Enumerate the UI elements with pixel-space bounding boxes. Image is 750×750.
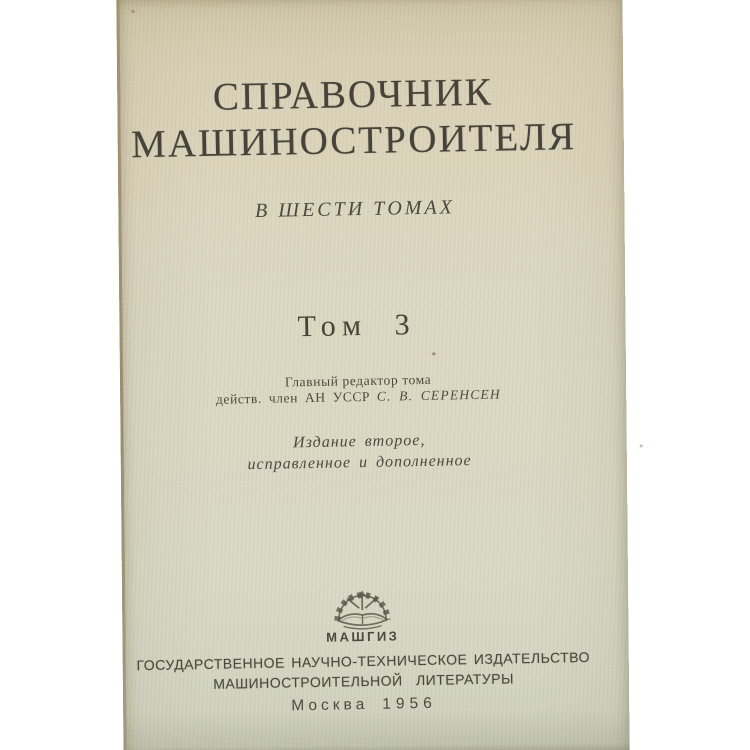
paper-speck <box>640 444 643 447</box>
imprint-city-year <box>111 691 617 718</box>
publisher-logo-text: МАШГИЗ <box>326 628 400 645</box>
paper-speck <box>131 10 135 13</box>
edition-line1: Издание второе, <box>292 431 426 452</box>
series-note: В ШЕСТИ ТОМАХ <box>254 196 456 223</box>
edition-line2: исправленное и дополненное <box>247 452 472 474</box>
imprint-line2: МАШИНОСТРОИТЕЛЬНОЙ ЛИТЕРАТУРЫ <box>213 670 515 692</box>
volume-number: Том 3 <box>297 308 417 344</box>
editor-title-prefix: действ. член АН УССР <box>215 388 371 407</box>
paper-speck <box>432 352 436 355</box>
edition-note <box>106 426 613 477</box>
editor-caption: Главный редактор тома <box>284 371 432 390</box>
editor-block <box>105 369 611 409</box>
publisher-imprint <box>110 646 617 695</box>
book-title-line1: СПРАВОЧНИК <box>212 70 494 119</box>
imprint-line1: ГОСУДАРСТВЕННОЕ НАУЧНО-ТЕХНИЧЕСКОЕ ИЗДАТЕЛЬСТВО <box>136 648 591 674</box>
imprint-city: Москва <box>291 696 369 715</box>
page-content <box>98 0 618 750</box>
book-title-line2: МАШИНОСТРОИТЕЛЯ <box>130 115 577 167</box>
editor-name: С. В. СЕРЕНСЕН <box>376 386 501 404</box>
imprint-year: 1956 <box>382 694 437 713</box>
title-page <box>116 0 629 750</box>
book-title <box>99 68 607 169</box>
